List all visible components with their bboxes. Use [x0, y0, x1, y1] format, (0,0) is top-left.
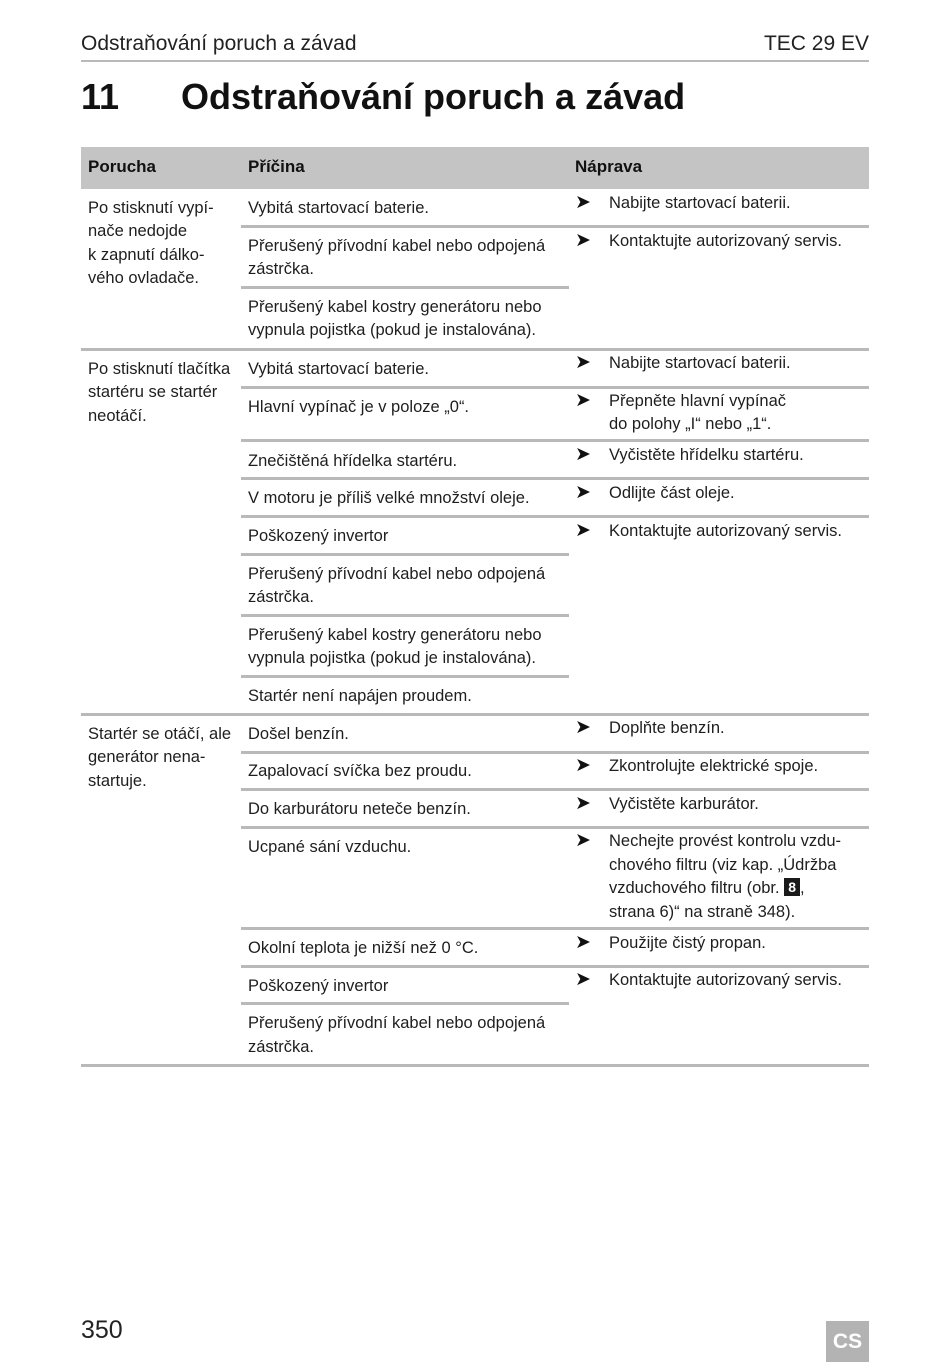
- remedy-text-part: ,: [799, 879, 805, 897]
- row-divider: [569, 386, 869, 389]
- remedy-text: [609, 876, 805, 900]
- row-divider: [241, 751, 569, 754]
- fault-text: k zapnutí dálko-: [88, 246, 205, 264]
- cause-text: Přerušený přívodní kabel nebo odpojená: [248, 565, 546, 583]
- row-divider: [241, 553, 569, 556]
- cause-text: zástrčka.: [248, 1038, 315, 1056]
- row-divider: [569, 965, 869, 968]
- remedy-text: Zkontrolujte elektrické spoje.: [609, 757, 819, 775]
- arrow-bullet-icon: ➤: [575, 444, 591, 465]
- arrow-bullet-icon: ➤: [575, 793, 591, 814]
- running-header: [81, 30, 869, 62]
- row-divider: [241, 614, 569, 617]
- fault-text: nače nedojde: [88, 222, 188, 240]
- table-bottom-rule: [81, 1064, 869, 1067]
- row-divider: [241, 965, 569, 968]
- row-divider: [569, 751, 869, 754]
- remedy-text: Vyčistěte karburátor.: [609, 795, 759, 813]
- row-divider: [569, 927, 869, 930]
- figure-reference-badge: 8: [784, 878, 800, 896]
- cause-text: Přerušený přívodní kabel nebo odpojená: [248, 237, 546, 255]
- cause-text: vypnula pojistka (pokud je instalována).: [248, 649, 537, 667]
- row-divider: [569, 439, 869, 442]
- cause-text: Zapalovací svíčka bez proudu.: [248, 762, 472, 780]
- arrow-bullet-icon: ➤: [575, 482, 591, 503]
- cause-text: Došel benzín.: [248, 725, 349, 743]
- row-divider: [241, 515, 569, 518]
- fault-text: neotáčí.: [88, 407, 147, 425]
- cause-text: Ucpané sání vzduchu.: [248, 838, 412, 856]
- row-divider: [241, 675, 569, 678]
- arrow-bullet-icon: ➤: [575, 352, 591, 373]
- row-divider: [569, 515, 869, 518]
- arrow-bullet-icon: ➤: [575, 192, 591, 213]
- row-divider: [569, 826, 869, 829]
- cause-text: Okolní teplota je nižší než 0 °C.: [248, 939, 479, 957]
- arrow-bullet-icon: ➤: [575, 230, 591, 251]
- row-divider: [569, 477, 869, 480]
- remedy-text-part: vzduchového filtru (obr.: [609, 879, 780, 897]
- group-divider: [81, 713, 869, 716]
- remedy-text: do polohy „I“ nebo „1“.: [609, 415, 772, 433]
- fault-text: startéru se startér: [88, 383, 218, 401]
- row-divider: [241, 225, 569, 228]
- fault-text: generátor nena-: [88, 748, 206, 766]
- column-header-cause: Příčina: [248, 157, 305, 176]
- remedy-text: Použijte čistý propan.: [609, 934, 766, 952]
- remedy-text: Kontaktujte autorizovaný servis.: [609, 971, 842, 989]
- cause-text: Hlavní vypínač je v poloze „0“.: [248, 398, 470, 416]
- remedy-text: strana 6)“ na straně 348).: [609, 903, 796, 921]
- cause-text: Poškozený invertor: [248, 977, 389, 995]
- arrow-bullet-icon: ➤: [575, 830, 591, 851]
- cause-text: zástrčka.: [248, 260, 315, 278]
- row-divider: [241, 788, 569, 791]
- fault-text: Po stisknutí tlačítka: [88, 360, 231, 378]
- cause-text: Přerušený přívodní kabel nebo odpojená: [248, 1014, 546, 1032]
- remedy-text: Kontaktujte autorizovaný servis.: [609, 232, 842, 250]
- cause-text: vypnula pojistka (pokud je instalována).: [248, 321, 537, 339]
- arrow-bullet-icon: ➤: [575, 717, 591, 738]
- remedy-text: chového filtru (viz kap. „Údržba: [609, 856, 837, 874]
- row-divider: [241, 286, 569, 289]
- row-divider: [241, 439, 569, 442]
- row-divider: [241, 927, 569, 930]
- remedy-text: Nechejte provést kontrolu vzdu-: [609, 832, 842, 850]
- row-divider: [241, 1002, 569, 1005]
- cause-text: Poškozený invertor: [248, 527, 389, 545]
- arrow-bullet-icon: ➤: [575, 969, 591, 990]
- arrow-bullet-icon: ➤: [575, 520, 591, 541]
- remedy-text: Odlijte část oleje.: [609, 484, 735, 502]
- arrow-bullet-icon: ➤: [575, 755, 591, 776]
- remedy-text: Nabijte startovací baterii.: [609, 194, 791, 212]
- column-header-fault: Porucha: [88, 157, 157, 176]
- row-divider: [241, 386, 569, 389]
- arrow-bullet-icon: ➤: [575, 932, 591, 953]
- remedy-text: Doplňte benzín.: [609, 719, 725, 737]
- chapter-title: Odstraňování poruch a závad: [181, 76, 686, 117]
- row-divider: [569, 788, 869, 791]
- language-badge: CS: [826, 1321, 869, 1362]
- remedy-text: Kontaktujte autorizovaný servis.: [609, 522, 842, 540]
- fault-text: vého ovladače.: [88, 269, 199, 287]
- row-divider: [241, 826, 569, 829]
- cause-text: Přerušený kabel kostry generátoru nebo: [248, 626, 542, 644]
- cause-text: zástrčka.: [248, 588, 315, 606]
- cause-text: Vybitá startovací baterie.: [248, 360, 429, 378]
- cause-text: Vybitá startovací baterie.: [248, 199, 429, 217]
- cause-text: V motoru je příliš velké množství oleje.: [248, 489, 530, 507]
- remedy-text: Přepněte hlavní vypínač: [609, 392, 787, 410]
- chapter-number: 11: [81, 76, 120, 117]
- cause-text: Znečištěná hřídelka startéru.: [248, 452, 458, 470]
- table-header: [81, 147, 869, 189]
- remedy-text: Vyčistěte hřídelku startéru.: [609, 446, 804, 464]
- page-number: 350: [81, 1316, 123, 1344]
- fault-text: Startér se otáčí, ale: [88, 725, 232, 743]
- row-divider: [241, 477, 569, 480]
- row-divider: [569, 225, 869, 228]
- cause-text: Do karburátoru neteče benzín.: [248, 800, 471, 818]
- fault-text: startuje.: [88, 772, 147, 790]
- column-header-remedy: Náprava: [575, 157, 643, 176]
- running-header-model: TEC 29 EV: [763, 32, 869, 55]
- arrow-bullet-icon: ➤: [575, 390, 591, 411]
- cause-text: Startér není napájen proudem.: [248, 687, 472, 705]
- fault-text: Po stisknutí vypí-: [88, 199, 214, 217]
- remedy-text: Nabijte startovací baterii.: [609, 354, 791, 372]
- running-header-section: Odstraňování poruch a závad: [81, 32, 357, 55]
- cause-text: Přerušený kabel kostry generátoru nebo: [248, 298, 542, 316]
